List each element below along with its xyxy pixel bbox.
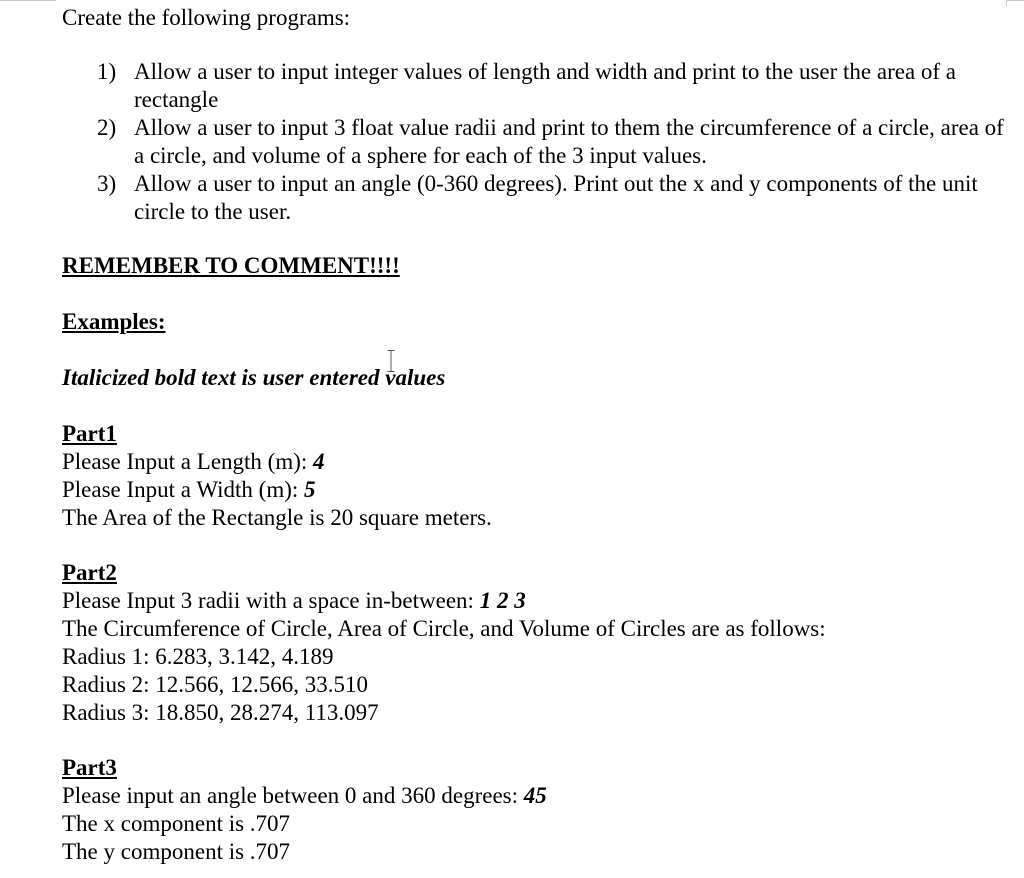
width-input-value: 5 [304,477,316,502]
part2-prompt-line [62,587,1012,615]
radii-prompt: Please Input 3 radii with a space in-between: [62,588,480,613]
page-corner-mark-right [1006,0,1024,1]
task-text: Allow a user to input 3 float value radii and print to them the circumference of a circle, area of a circle, and volume of a sphere for each of the 3 input values. [134,115,1004,168]
page-corner-mark-right-vertical [1006,0,1007,6]
radius-result-line: Radius 1: 6.283, 3.142, 4.189 [62,644,334,669]
task-text: Allow a user to input integer values of length and width and print to the user the area of a rectangle [134,59,957,112]
italic-note: Italicized bold text is user entered values [62,365,446,390]
task-item [62,58,1012,114]
remember-heading: REMEMBER TO COMMENT!!!! [62,253,400,278]
task-number: 2) [97,115,117,140]
y-component-result: The y component is .707 [62,839,291,864]
task-number: 3) [97,171,117,196]
example-part1 [62,420,1012,532]
part1-heading: Part1 [62,421,117,446]
examples-heading: Examples: [62,309,166,334]
radii-input-value: 1 2 3 [479,588,526,613]
page-corner-mark-left [0,0,56,1]
part2-heading: Part2 [62,560,117,585]
task-text: Allow a user to input an angle (0-360 degrees). Print out the x and y components of the unit circle to the user. [134,171,978,224]
length-input-value: 4 [313,449,325,474]
intro-text: Create the following programs: [62,5,351,30]
width-prompt: Please Input a Width (m): [62,477,305,502]
angle-input-value: 45 [523,783,547,808]
task-number: 1) [97,59,117,84]
part1-width-line [62,476,1012,504]
task-list [62,58,1012,226]
task-item [62,114,1012,170]
part3-heading: Part3 [62,755,117,780]
angle-prompt: Please input an angle between 0 and 360 degrees: [62,783,524,808]
part2-result-intro: The Circumference of Circle, Area of Circle, and Volume of Circles are as follows: [62,616,826,641]
radius-result-line: Radius 2: 12.566, 12.566, 33.510 [62,672,369,697]
task-item [62,170,1012,226]
radius-result-line: Radius 3: 18.850, 28.274, 113.097 [62,700,379,725]
part1-length-line [62,448,1012,476]
x-component-result: The x component is .707 [62,811,291,836]
part1-result: The Area of the Rectangle is 20 square meters. [62,505,492,530]
part3-prompt-line [62,782,1012,810]
length-prompt: Please Input a Length (m): [62,449,314,474]
example-part3 [62,754,1012,866]
example-part2 [62,559,1012,727]
